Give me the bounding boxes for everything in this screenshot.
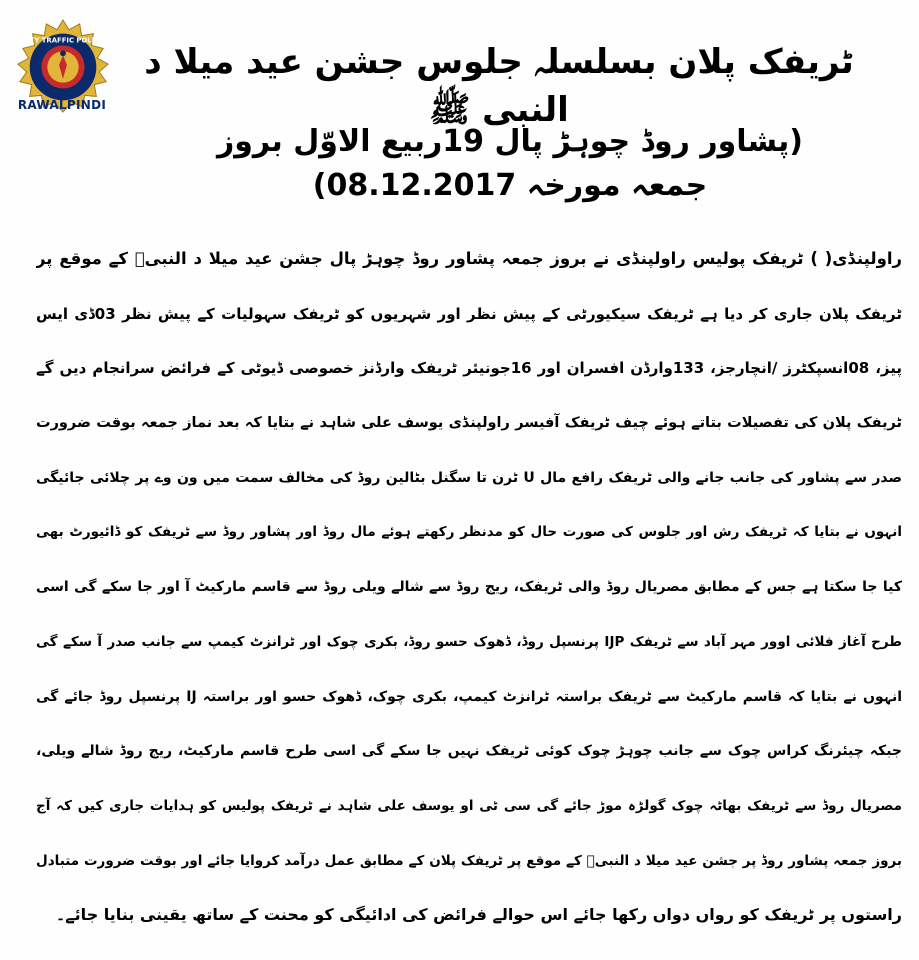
body-line: انہوں نے بتایا کہ قاسم مارکیٹ سے ٹریفک براستہ ٹرانزٹ کیمپ، بکری چوک، ڈھوک حسو اور براستہ IJ پرنسپل روڈ جائے گی (36, 688, 902, 705)
body-line: انہوں نے بتایا کہ ٹریفک رش اور جلوس کی صورت حال کو مدنظر رکھتے ہوئے مال روڈ اور پشاور روڈ سے ٹریفک کو ڈائیورٹ بھی (36, 524, 902, 541)
body-line: راولپنڈی( ) ٹریفک پولیس راولپنڈی نے بروز جمعہ پشاور روڈ چوہڑ پال جشن عید میلا د النبیؐ کے موقع پر (36, 249, 902, 268)
body-line: بروز جمعہ پشاور روڈ پر جشن عید میلا د النبیؐ کے موقع پر ٹریفک پلان کے مطابق عمل درآمد کروایا جائے اور بوقت ضرورت متبادل (36, 852, 902, 869)
body-line: ٹریفک پلان کی تفصیلات بتاتے ہوئے چیف ٹریفک آفیسر راولپنڈی یوسف علی شاہد نے بتایا کہ بعد نماز جمعہ بوقت ضرورت (36, 415, 902, 432)
body-line: ٹریفک پلان جاری کر دیا ہے ٹریفک سیکیورٹی کے پیش نظر اور شہریوں کو ٹریفک سہولیات کے پیش نظر 03ڈی ایس (36, 304, 902, 323)
body-line: طرح آغاز فلائی اوور مہر آباد سے ٹریفک IJP پرنسپل روڈ، ڈھوک حسو روڈ، بکری چوک اور ٹرانزٹ کیمپ سے جانب صدر آ سکے گی (36, 633, 902, 650)
page-subtitle: (پشاور روڈ چوہڑ پال 19ربیع الاوّل بروز جمعہ مورخہ 08.12.2017) (216, 124, 804, 203)
page-title: ٹریفک پلان بسلسلہ جلوس جشن عید میلا د النبی ﷺ (144, 42, 854, 130)
body-line: راستوں پر ٹریفک کو رواں دواں رکھا جائے اس حوالے فرائض کی ادائیگی کو محنت کے ساتھ یقینی بنایا جائے۔ (55, 905, 902, 925)
logo-city-label: RAWALPINDI (17, 98, 107, 112)
body-line: صدر سے پشاور کی جانب جانے والی ٹریفک رافع مال U ٹرن تا سگنل بٹالین روڈ کی مخالف سمت میں ون وے پر چلائی جائیگی (36, 469, 902, 486)
body-line: مصریال روڈ سے ٹریفک بھاٹہ چوک گولڑہ موڑ جائے گی سی ٹی او یوسف علی شاہد نے ٹریفک پولیس کو ہدایات جاری کیں کہ آج (36, 797, 902, 814)
logo-arc-text: CITY TRAFFIC POLICE (22, 36, 104, 45)
body-line: کیا جا سکتا ہے جس کے مطابق مصریال روڈ والی ٹریفک، ریج روڈ سے شالے ویلی روڈ سے قاسم مارکیٹ آ اور جا سکے گی اسی (36, 579, 902, 596)
body-line: جبکہ چیئرنگ کراس چوک سے جانب چوہڑ چوک کوئی ٹریفک نہیں جا سکے گی اسی طرح قاسم مارکیٹ، ریج روڈ شالے ویلی، (36, 743, 902, 760)
body-paragraph (36, 232, 902, 943)
body-line: پیز، 08انسپکٹرز /انچارجز، 133وارڈن افسران اور 16جونیئر ٹریفک وارڈنز خصوصی ڈیوٹی کے فرائض سرانجام دیں گے (36, 359, 902, 378)
